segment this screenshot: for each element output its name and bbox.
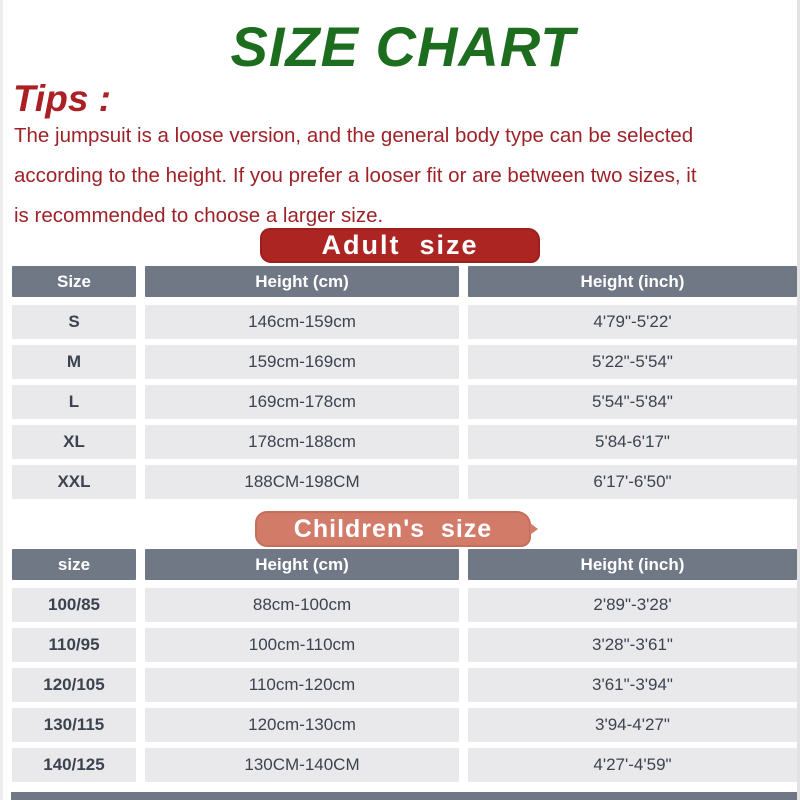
cell-size: 130/115 bbox=[12, 708, 136, 742]
table-row bbox=[12, 588, 797, 622]
cell-size: L bbox=[12, 385, 136, 419]
cutoff-table-header-bar bbox=[11, 792, 797, 800]
cell-size: S bbox=[12, 305, 136, 339]
adult-table-header-row bbox=[12, 266, 797, 297]
tips-heading: Tips : bbox=[13, 78, 111, 119]
cell-size: 100/85 bbox=[12, 588, 136, 622]
cell-height-cm: 159cm-169cm bbox=[145, 345, 459, 379]
cell-height-cm: 178cm-188cm bbox=[145, 425, 459, 459]
cell-size: XL bbox=[12, 425, 136, 459]
cell-height-cm: 188CM-198CM bbox=[145, 465, 459, 499]
cell-size: XXL bbox=[12, 465, 136, 499]
table-row bbox=[12, 345, 797, 379]
cell-height-inch: 3'61"-3'94" bbox=[468, 668, 797, 702]
children-size-table bbox=[12, 549, 797, 788]
cell-height-inch: 2'89"-3'28' bbox=[468, 588, 797, 622]
table-row bbox=[12, 748, 797, 782]
tips-paragraph bbox=[14, 116, 796, 236]
cell-height-inch: 3'94-4'27" bbox=[468, 708, 797, 742]
header-cell-height-inch: Height (inch) bbox=[468, 549, 797, 580]
cell-height-cm: 169cm-178cm bbox=[145, 385, 459, 419]
cell-size: 110/95 bbox=[12, 628, 136, 662]
cell-height-cm: 146cm-159cm bbox=[145, 305, 459, 339]
cell-height-inch: 4'79"-5'22' bbox=[468, 305, 797, 339]
cell-height-cm: 100cm-110cm bbox=[145, 628, 459, 662]
header-cell-height-cm: Height (cm) bbox=[145, 266, 459, 297]
table-row bbox=[12, 385, 797, 419]
header-cell-size: size bbox=[12, 549, 136, 580]
header-cell-height-cm: Height (cm) bbox=[145, 549, 459, 580]
children-size-banner: Children's size bbox=[255, 511, 531, 547]
table-row bbox=[12, 465, 797, 499]
cell-height-inch: 6'17'-6'50" bbox=[468, 465, 797, 499]
cell-height-cm: 130CM-140CM bbox=[145, 748, 459, 782]
cell-size: M bbox=[12, 345, 136, 379]
cell-size: 120/105 bbox=[12, 668, 136, 702]
children-table-header-row bbox=[12, 549, 797, 580]
table-row bbox=[12, 305, 797, 339]
table-row bbox=[12, 425, 797, 459]
header-cell-size: Size bbox=[12, 266, 136, 297]
cell-height-inch: 5'22"-5'54" bbox=[468, 345, 797, 379]
table-row bbox=[12, 708, 797, 742]
page-title: SIZE CHART bbox=[230, 15, 576, 78]
cell-height-inch: 5'54"-5'84" bbox=[468, 385, 797, 419]
tips-line: according to the height. If you prefer a looser fit or are between two sizes, it bbox=[14, 164, 697, 187]
table-row bbox=[12, 668, 797, 702]
tips-line: is recommended to choose a larger size. bbox=[14, 204, 384, 227]
cell-height-cm: 110cm-120cm bbox=[145, 668, 459, 702]
adult-size-banner: Adult size bbox=[260, 228, 540, 263]
header-cell-height-inch: Height (inch) bbox=[468, 266, 797, 297]
cell-height-cm: 88cm-100cm bbox=[145, 588, 459, 622]
adult-size-table bbox=[12, 266, 797, 505]
cell-height-inch: 3'28"-3'61" bbox=[468, 628, 797, 662]
cell-height-cm: 120cm-130cm bbox=[145, 708, 459, 742]
tips-line: The jumpsuit is a loose version, and the general body type can be selected bbox=[14, 124, 694, 147]
cell-height-inch: 5'84-6'17" bbox=[468, 425, 797, 459]
table-row bbox=[12, 628, 797, 662]
cell-size: 140/125 bbox=[12, 748, 136, 782]
cell-height-inch: 4'27'-4'59" bbox=[468, 748, 797, 782]
